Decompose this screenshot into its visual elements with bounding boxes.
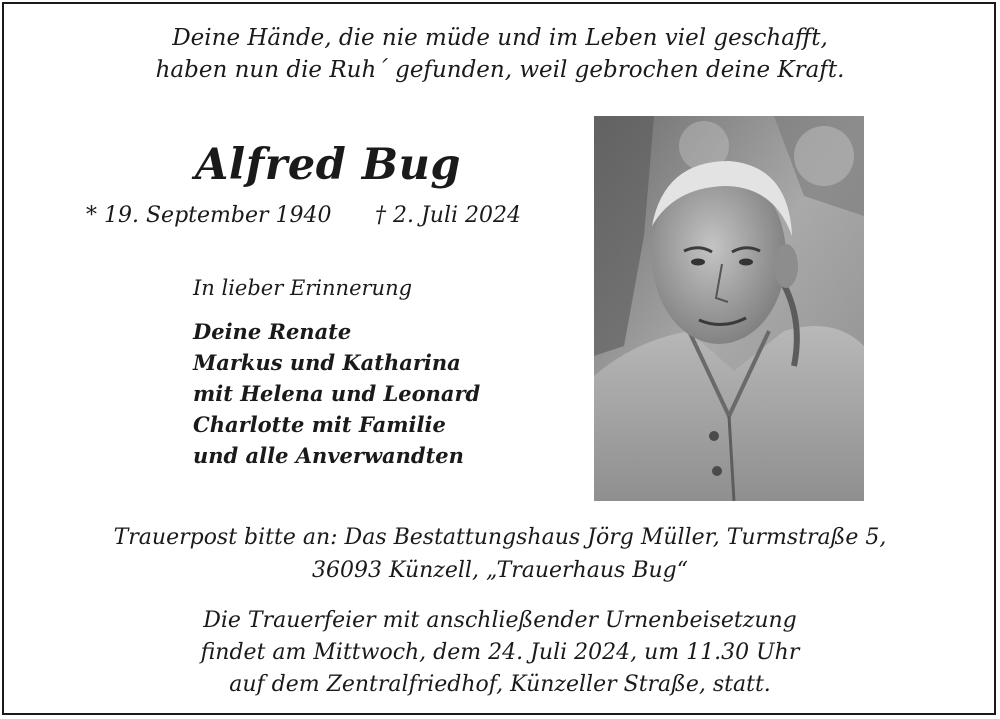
service-line-2: findet am Mittwoch, dem 24. Juli 2024, um 11.30 Uhr [200, 640, 800, 665]
address-line-1: Trauerpost bitte an: Das Bestattungshaus Jörg Müller, Turmstraße 5, [113, 525, 887, 550]
motto-line-2: haben nun die Ruh´ gefunden, weil gebrochen deine Kraft. [155, 57, 845, 83]
mourners-list [193, 316, 480, 471]
condolence-address [0, 521, 1000, 587]
mourner-name: Deine Renate [193, 319, 352, 344]
mourner-name: Markus und Katharina [193, 350, 461, 375]
portrait-photo [594, 116, 864, 501]
service-line-3: auf dem Zentralfriedhof, Künzeller Straße, statt. [229, 672, 771, 697]
memorial-intro: In lieber Erinnerung [193, 276, 413, 300]
memorial-motto [0, 22, 1000, 86]
mourner-name: und alle Anverwandten [193, 443, 464, 468]
service-details [0, 605, 1000, 701]
motto-line-1: Deine Hände, die nie müde und im Leben viel geschafft, [172, 25, 828, 51]
death-date: † 2. Juli 2024 [375, 203, 522, 228]
deceased-name: Alfred Bug [195, 140, 461, 190]
birth-date: * 19. September 1940 [86, 203, 332, 228]
mourner-name: mit Helena und Leonard [193, 381, 481, 406]
mourner-name: Charlotte mit Familie [193, 412, 446, 437]
service-line-1: Die Trauerfeier mit anschließender Urnenbeisetzung [203, 608, 797, 633]
address-line-2: 36093 Künzell, „Trauerhaus Bug“ [312, 558, 688, 583]
